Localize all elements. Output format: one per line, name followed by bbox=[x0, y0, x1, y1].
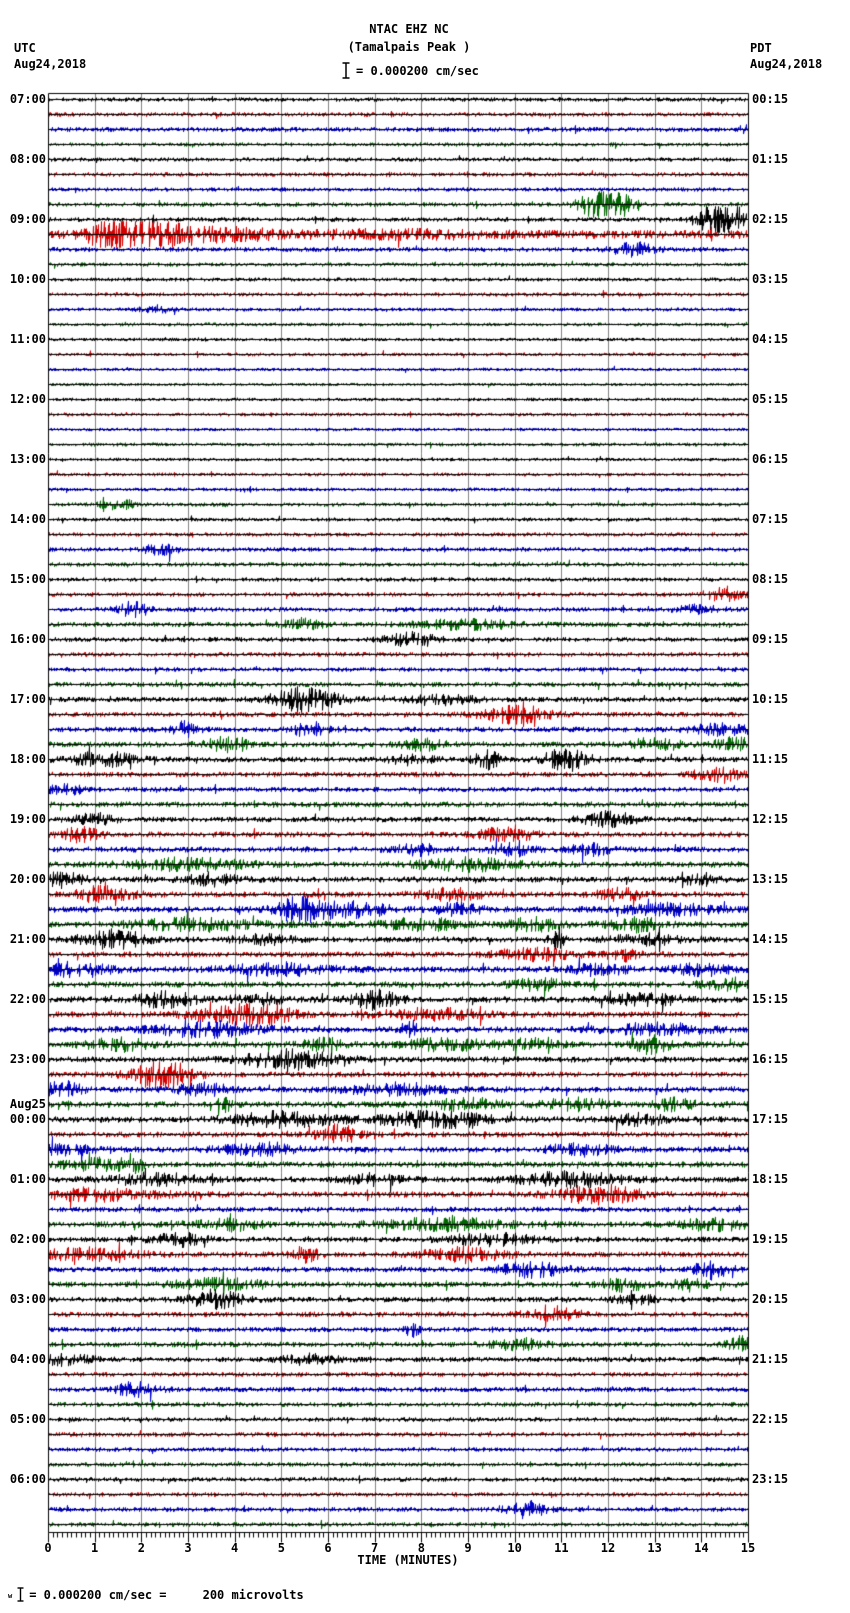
x-tick-label: 10 bbox=[507, 1541, 522, 1555]
footer-scale-bar-icon bbox=[17, 1587, 24, 1602]
x-tick-label: 15 bbox=[740, 1541, 756, 1555]
x-tick-label: 7 bbox=[371, 1541, 379, 1555]
x-tick-label: 6 bbox=[324, 1541, 332, 1555]
row-time-label-right: 00:15 bbox=[752, 92, 789, 106]
row-time-label-right: 17:15 bbox=[752, 1112, 789, 1126]
x-tick-label: 2 bbox=[137, 1541, 145, 1555]
row-time-label-left: 14:00 bbox=[9, 512, 46, 526]
row-time-label-right: 01:15 bbox=[752, 152, 789, 166]
row-time-label-left: 13:00 bbox=[9, 452, 46, 466]
row-time-label-right: 08:15 bbox=[752, 572, 789, 586]
row-time-label-left: 15:00 bbox=[9, 572, 46, 586]
station-subtitle: (Tamalpais Peak ) bbox=[347, 40, 471, 54]
row-time-label-left: 00:00 bbox=[9, 1112, 46, 1126]
row-time-label-right: 04:15 bbox=[752, 332, 789, 346]
row-time-label-right: 12:15 bbox=[752, 812, 789, 826]
station-title: NTAC EHZ NC bbox=[369, 22, 449, 36]
row-time-label-right: 23:15 bbox=[752, 1472, 789, 1486]
footer-scale-text: = 0.000200 cm/sec = 200 microvolts bbox=[29, 1587, 304, 1602]
row-time-label-right: 06:15 bbox=[752, 452, 789, 466]
row-time-label-left: 12:00 bbox=[9, 392, 46, 406]
row-time-label-left: 03:00 bbox=[9, 1292, 46, 1306]
x-tick-label: 9 bbox=[464, 1541, 472, 1555]
x-tick-label: 5 bbox=[277, 1541, 285, 1555]
row-time-label-left: 07:00 bbox=[9, 92, 46, 106]
row-time-label-right: 05:15 bbox=[752, 392, 789, 406]
row-time-label-right: 18:15 bbox=[752, 1172, 789, 1186]
left-date-label: Aug24,2018 bbox=[14, 57, 87, 71]
row-time-label-right: 13:15 bbox=[752, 872, 789, 886]
row-time-label-left: 17:00 bbox=[9, 692, 46, 706]
row-time-label-left: 19:00 bbox=[9, 812, 46, 826]
x-axis-title: TIME (MINUTES) bbox=[357, 1553, 459, 1567]
x-tick-label: 13 bbox=[647, 1541, 662, 1555]
amplitude-scale-line bbox=[342, 62, 479, 79]
row-time-label-left: 06:00 bbox=[9, 1472, 46, 1486]
x-tick-label: 1 bbox=[91, 1541, 99, 1555]
row-time-label-right: 22:15 bbox=[752, 1412, 789, 1426]
row-time-label-right: 15:15 bbox=[752, 992, 789, 1006]
scale-text: = 0.000200 cm/sec bbox=[356, 63, 479, 78]
row-time-label-left: 05:00 bbox=[9, 1412, 46, 1426]
x-tick-label: 3 bbox=[184, 1541, 192, 1555]
footer-prefix-glyph: w bbox=[8, 1592, 13, 1600]
row-time-label-right: 21:15 bbox=[752, 1352, 789, 1366]
row-time-label-left: 04:00 bbox=[9, 1352, 46, 1366]
row-time-label-left: 16:00 bbox=[9, 632, 46, 646]
row-time-label-right: 16:15 bbox=[752, 1052, 789, 1066]
x-tick-label: 14 bbox=[694, 1541, 709, 1555]
row-time-label-right: 14:15 bbox=[752, 932, 789, 946]
x-tick-label: 12 bbox=[600, 1541, 616, 1555]
x-tick-label: 4 bbox=[231, 1541, 239, 1555]
row-time-label-right: 11:15 bbox=[752, 752, 789, 766]
row-time-label-left: 21:00 bbox=[9, 932, 46, 946]
row-time-label-right: 03:15 bbox=[752, 272, 789, 286]
row-time-label-left: 08:00 bbox=[9, 152, 46, 166]
row-time-label-left: 23:00 bbox=[9, 1052, 46, 1066]
row-time-label-right: 10:15 bbox=[752, 692, 789, 706]
row-time-label-left: 10:00 bbox=[9, 272, 46, 286]
scale-bar-icon bbox=[342, 62, 350, 79]
row-time-label-left: 18:00 bbox=[9, 752, 46, 766]
row-time-label-left: 01:00 bbox=[9, 1172, 46, 1186]
row-time-label-left: 09:00 bbox=[9, 212, 46, 226]
date-label: Aug25 bbox=[9, 1097, 46, 1111]
right-timezone-label: PDT bbox=[750, 41, 772, 55]
row-time-label-right: 02:15 bbox=[752, 212, 789, 226]
right-date-label: Aug24,2018 bbox=[750, 57, 823, 71]
left-timezone-label: UTC bbox=[14, 41, 36, 55]
row-time-label-left: 22:00 bbox=[9, 992, 46, 1006]
row-time-label-right: 09:15 bbox=[752, 632, 789, 646]
row-time-label-right: 07:15 bbox=[752, 512, 789, 526]
row-time-label-right: 20:15 bbox=[752, 1292, 789, 1306]
x-tick-label: 8 bbox=[417, 1541, 425, 1555]
x-tick-label: 11 bbox=[554, 1541, 569, 1555]
row-time-label-left: 20:00 bbox=[9, 872, 46, 886]
row-time-label-left: 02:00 bbox=[9, 1232, 46, 1246]
row-time-label-right: 19:15 bbox=[752, 1232, 789, 1246]
row-time-label-left: 11:00 bbox=[9, 332, 46, 346]
x-tick-label: 0 bbox=[44, 1541, 52, 1555]
footer-scale-line bbox=[8, 1587, 304, 1602]
